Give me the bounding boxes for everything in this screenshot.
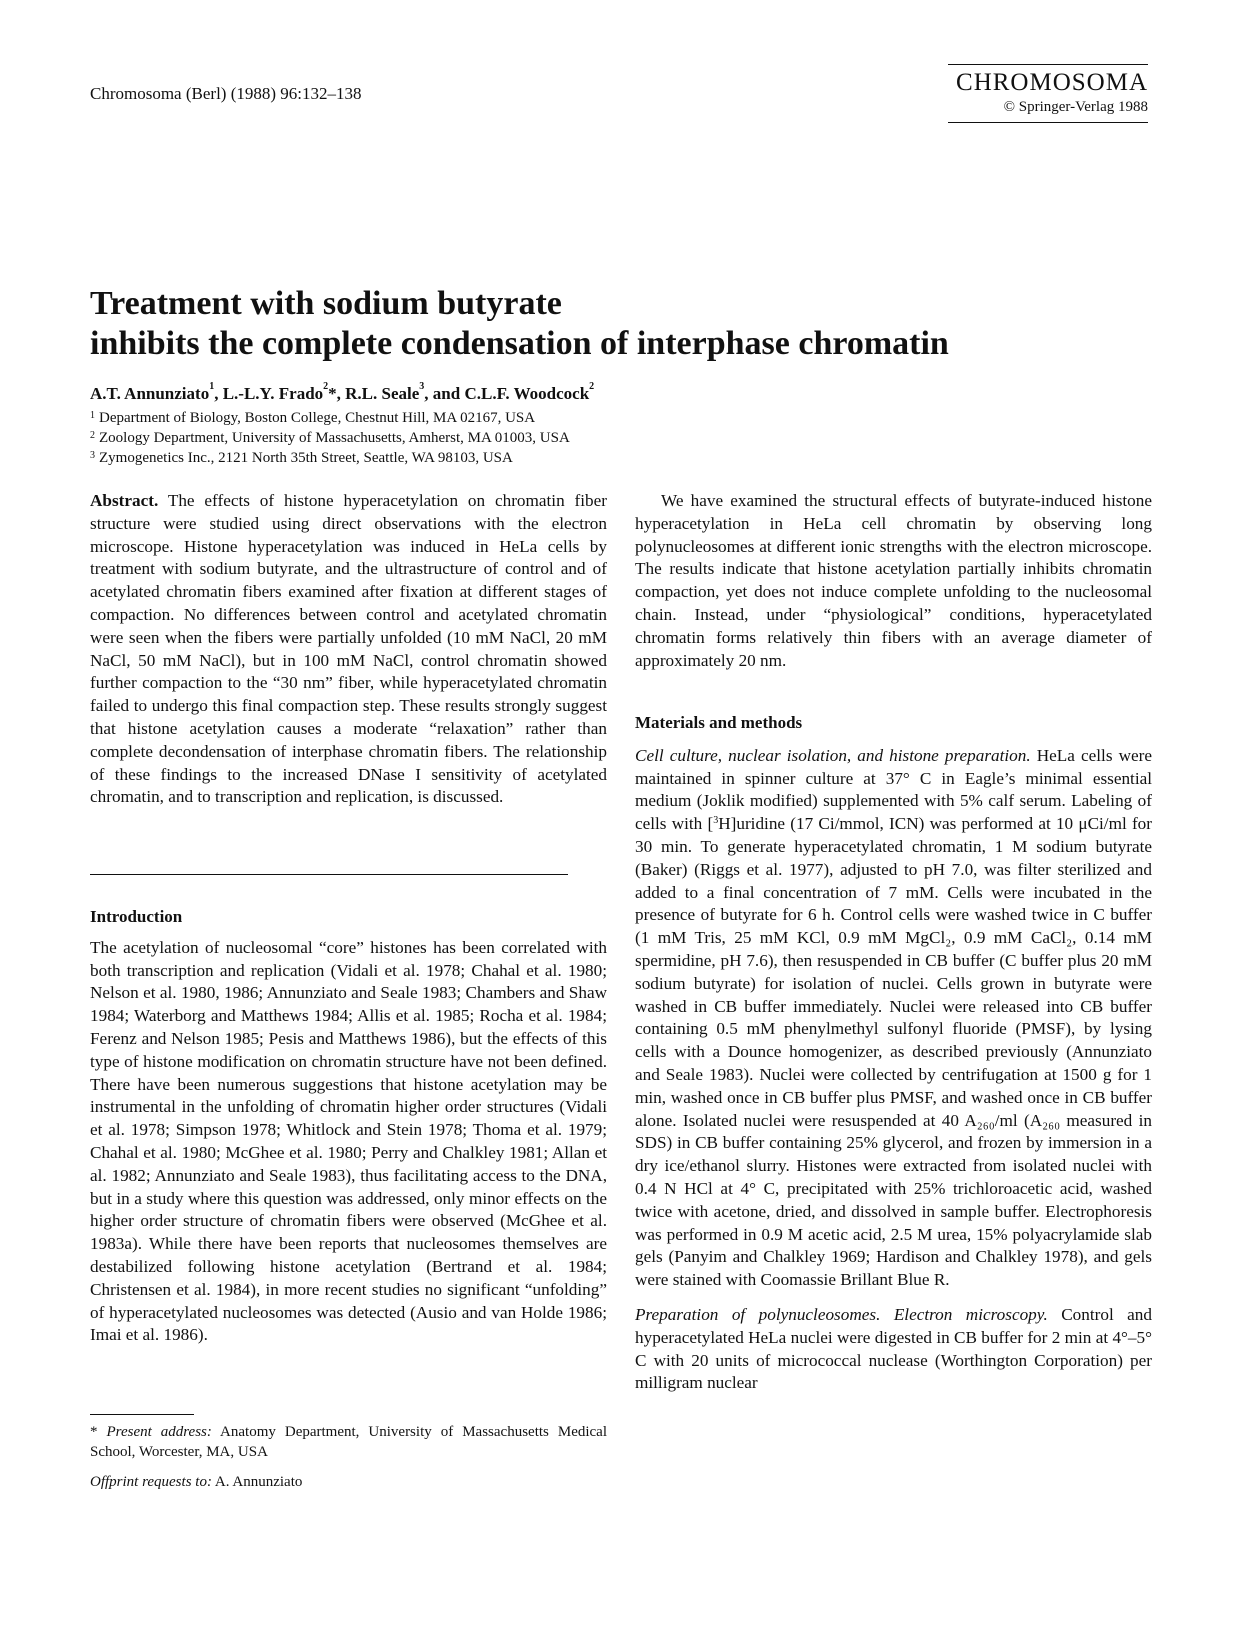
masthead-top-rule [948, 64, 1148, 65]
author-name: A.T. Annunziato [90, 384, 210, 403]
footnote-star: * [90, 1424, 107, 1440]
present-address-footnote [90, 1422, 607, 1462]
affiliation [90, 448, 570, 468]
intro-continuation-paragraph: We have examined the structural effects of butyrate-induced histone hyperacetylation in HeLa cell chromatin by observing long polynucleosomes at different ionic strengths with the electron microscope. The results indicate that histone acetylation partially inhibits chromatin compaction, yet does not induce complete unfolding to the nucleosomal chain. Instead, under “physiological” conditions, hyperacetylated chromatin forms relatively thin fibers with an average diameter of approximately 20 nm. [635, 491, 1152, 670]
running-head: Chromosoma (Berl) (1988) 96:132–138 [90, 84, 362, 103]
affiliation [90, 428, 570, 448]
methods-section [635, 712, 1152, 1395]
author-name: , R.L. Seale [336, 384, 420, 403]
introduction-paragraph: The acetylation of nucleosomal “core” histones has been correlated with both transcription and replication (Vidali et al. 1978; Chahal et al. 1980; Nelson et al. 1980, 1986; Annunziato and Seale 1983; Chambers and Shaw 1984; Waterborg and Matthews 1984; Allis et al. 1985; Rocha et al. 1984; Ferenz and Nelson 1985; Pesis and Matthews 1986), but the effects of this type of histone modification on chromatin structure have not been defined. There have been numerous suggestions that histone acetylation may be instrumental in the unfolding of chromatin higher order structures (Vidali et al. 1978; Simpson 1978; Whitlock and Stein 1978; Thoma et al. 1979; Chahal et al. 1980; McGhee et al. 1980; Perry and Chalkley 1981; Allan et al. 1982; Annunziato and Seale 1983), thus facilitating access to the DNA, but in a study where this question was addressed, only minor effects on the higher order structure of chromatin fibers were observed (McGhee et al. 1983a). While there have been reports that nucleosomes themselves are destabilized following histone acetylation (Bertrand et al. 1984; Christensen et al. 1984), in more recent studies no significant “unfolding” of hyperacetylated nucleosomes was detected (Ausio and van Holde 1986; Imai et al. 1986). [90, 937, 607, 1345]
journal-copyright: © Springer-Verlag 1988 [1003, 99, 1148, 115]
journal-name: CHROMOSOMA [956, 69, 1148, 96]
author-name: , and C.L.F. Woodcock [424, 384, 590, 403]
affiliation-text: Zoology Department, University of Massachusetts, Amherst, MA 01003, USA [99, 430, 570, 446]
right-intro-section [635, 490, 1152, 672]
methods-subheading: Cell culture, nuclear isolation, and histone preparation. [635, 745, 1031, 765]
author-affil-mark: 3 [419, 381, 425, 392]
affiliation-list [90, 408, 570, 468]
methods-paragraph-2 [635, 1304, 1152, 1395]
article-title [90, 284, 1150, 364]
methods-heading: Materials and methods [635, 713, 803, 732]
author-footnote-mark: * [328, 384, 337, 403]
author-list [90, 381, 595, 404]
abstract-text: The effects of histone hyperacetylation on chromatin fiber structure were studied using direct observations with the electron microscope. Histone hyperacetylation was induced in HeLa cells by treatment with sodium butyrate, and the ultrastructure of control and of acetylated chromatin fibers examined after fixation at different stages of compaction. No differences between control and acetylated chromatin were seen when the fibers were partially unfolded (10 mM NaCl, 20 mM NaCl, 50 mM NaCl), but in 100 mM NaCl, control chromatin showed further compaction to the “30 nm” fiber, while hyperacetylated chromatin failed to undergo this final compaction step. These results strongly suggest that histone acetylation causes a moderate “relaxation” rather than complete decondensation of interphase chromatin fibers. The relationship of these findings to the increased DNase I sensitivity of acetylated chromatin, and to transcription and replication, is discussed. [90, 491, 607, 807]
footnote-divider [90, 1414, 194, 1415]
methods-text: HeLa cells were maintained in spinner culture at 37° C in Eagle’s minimal essential medium (Joklik modified) supplemented with 5% calf serum. Labeling of cells with [ [635, 745, 1152, 834]
author-affil-mark: 2 [323, 381, 329, 392]
present-address-text: Anatomy Department, University of Massachusetts Medical School, Worcester, MA, USA [90, 1424, 608, 1460]
abstract-divider [90, 874, 568, 875]
affiliation-number: 2 [90, 430, 95, 441]
author-name: , L.-L.Y. Frado [214, 384, 324, 403]
footnotes [90, 1422, 607, 1492]
affiliation-number: 1 [90, 410, 95, 421]
introduction-heading: Introduction [90, 907, 183, 926]
offprint-label: Offprint requests to: [90, 1474, 212, 1490]
abstract-section [90, 490, 607, 809]
masthead-bottom-rule [948, 122, 1148, 123]
methods-subheading: Preparation of polynucleosomes. Electron microscopy. [635, 1304, 1048, 1324]
affiliation-text: Zymogenetics Inc., 2121 North 35th Street, Seattle, WA 98103, USA [99, 450, 513, 466]
affiliation-text: Department of Biology, Boston College, Chestnut Hill, MA 02167, USA [99, 410, 536, 426]
affiliation [90, 408, 570, 428]
introduction-section [90, 906, 607, 1347]
abstract-label: Abstract. [90, 491, 159, 510]
offprint-footnote [90, 1472, 607, 1492]
methods-text: H]uridine (17 Ci/mmol, ICN) was performed at 10 μCi/ml for 30 min. To generate hyperacetylated chromatin, 1 M sodium butyrate (Baker) (Riggs et al. 1977), adjusted to pH 7.0, was filter sterilized and added to a final concentration of 7 mM. Cells were incubated in the presence of butyrate for 6 h. Control cells were washed twice in C buffer (1 mM Tris, 25 mM KCl, 0.9 mM MgCl₂, 0.9 mM CaCl₂, 0.14 mM spermidine, pH 7.6), then resuspended in CB buffer (C buffer plus 20 mM sodium butyrate) for isolation of nuclei. Cells grown in butyrate were washed in CB buffer immediately. Nuclei were released into CB buffer containing 0.5 mM phenylmethyl sulfonyl fluoride (PMSF), by lysing cells with a Dounce homogenizer, as described previously (Annunziato and Seale 1983). Nuclei were collected by centrifugation at 1500 g for 1 min, washed once in CB buffer plus PMSF, and washed once in CB buffer alone. Isolated nuclei were resuspended at 40 A₂₆₀/ml (A₂₆₀ measured in SDS) in CB buffer containing 25% glycerol, and frozen by immersion in a dry ice/ethanol slurry. Histones were extracted from isolated nuclei with 0.4 N HCl at 4° C, precipitated with 25% trichloroacetic acid, washed twice with acetone, dried, and dissolved in sample buffer. Electrophoresis was performed in 0.9 M acetic acid, 2.5 M urea, 15% polyacrylamide slab gels (Panyim and Chalkley 1969; Hardison and Chalkley 1978), and gels were stained with Coomassie Brillant Blue R. [635, 814, 1152, 1290]
present-address-label: Present address: [106, 1424, 212, 1440]
offprint-text: A. Annunziato [211, 1474, 303, 1490]
author-affil-mark: 1 [209, 381, 215, 392]
title-line-2: inhibits the complete condensation of interphase chromatin [90, 325, 949, 362]
isotope-superscript: 3 [713, 815, 719, 827]
affiliation-number: 3 [90, 450, 95, 461]
author-affil-mark: 2 [589, 381, 595, 392]
title-line-1: Treatment with sodium butyrate [90, 285, 562, 322]
journal-masthead [948, 64, 1148, 123]
methods-paragraph-1 [635, 745, 1152, 1292]
abstract-paragraph [90, 490, 607, 809]
methods-text: Control and hyperacetylated HeLa nuclei were digested in CB buffer for 2 min at 4°–5° C with 20 units of micrococcal nuclease (Worthington Corporation) per milligram nuclear [635, 1304, 1152, 1393]
